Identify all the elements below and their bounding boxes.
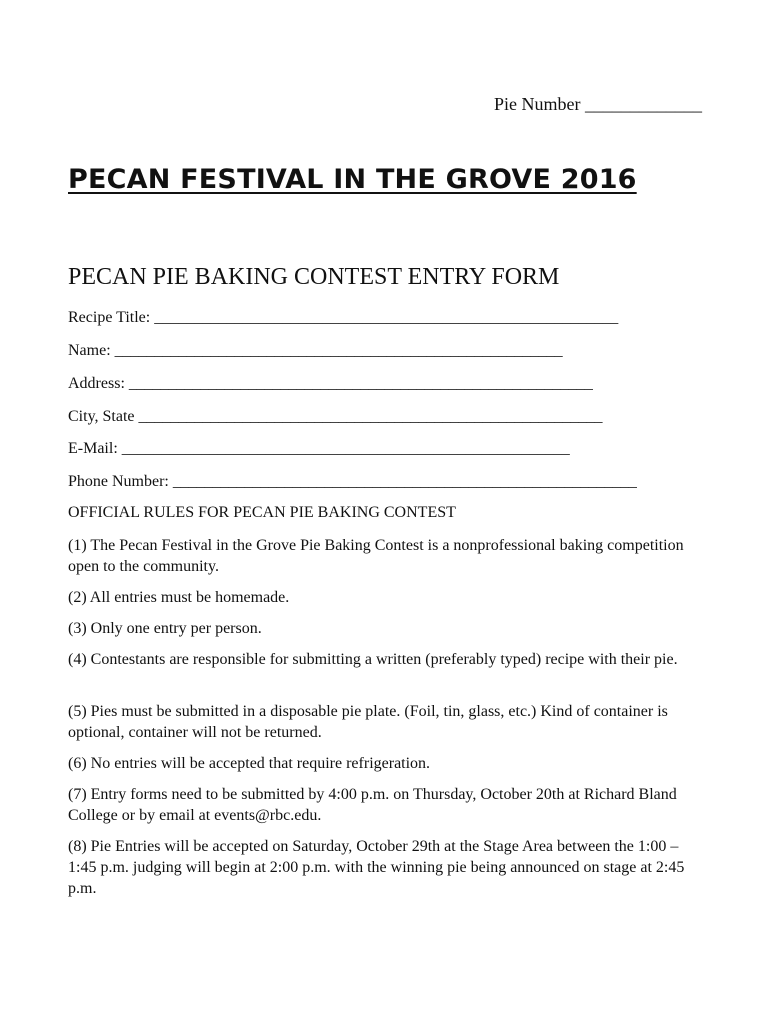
- rules-heading: OFFICIAL RULES FOR PECAN PIE BAKING CONTEST: [68, 504, 456, 521]
- page-title: PECAN FESTIVAL IN THE GROVE 2016: [68, 164, 637, 195]
- rule-item: (2) All entries must be homemade.: [68, 589, 290, 606]
- email-field: E-Mail: ________________________________________________________: [68, 440, 570, 457]
- phone-number-field: Phone Number: __________________________________________________________: [68, 473, 637, 490]
- rule-item: (4) Contestants are responsible for submitting a written (preferably typed) recipe with their pie.: [68, 651, 678, 668]
- rule-item: (1) The Pecan Festival in the Grove Pie Baking Contest is a nonprofessional baking competition open to the community.: [68, 537, 684, 575]
- rule-item: (6) No entries will be accepted that require refrigeration.: [68, 755, 431, 772]
- recipe-title-field: Recipe Title: __________________________________________________________: [68, 309, 619, 326]
- rule-item: (3) Only one entry per person.: [68, 620, 262, 637]
- address-field: Address: __________________________________________________________: [68, 375, 593, 392]
- form-title: PECAN PIE BAKING CONTEST ENTRY FORM: [68, 264, 560, 290]
- pie-number-field: Pie Number _____________: [494, 94, 702, 114]
- rule-item: (8) Pie Entries will be accepted on Saturday, October 29th at the Stage Area between the 1:00 – 1:45 p.m. judging will begin at 2:00 p.m. with the winning pie being announced on stage at 2:45 p.m.: [68, 838, 685, 897]
- rule-item: (7) Entry forms need to be submitted by 4:00 p.m. on Thursday, October 20th at Richard Bland College or by email at events@rbc.edu.: [68, 786, 677, 824]
- rule-item: (5) Pies must be submitted in a disposable pie plate. (Foil, tin, glass, etc.) Kind of container is optional, container will not be returned.: [68, 703, 668, 741]
- city-state-field: City, State __________________________________________________________: [68, 408, 603, 425]
- name-field: Name: ________________________________________________________: [68, 342, 563, 359]
